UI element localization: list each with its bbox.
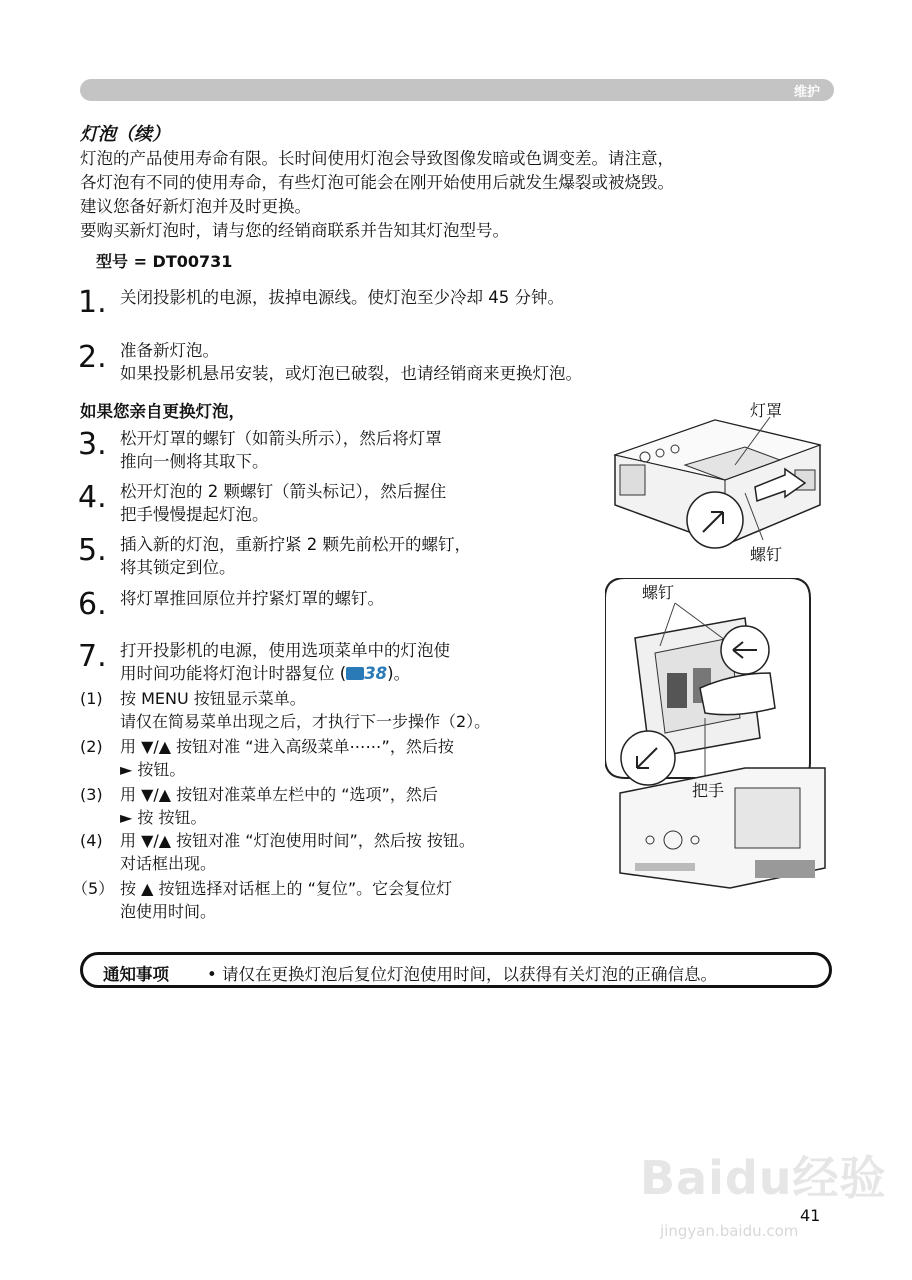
substep-2-text-1: 用 ▼/▲ 按钮对准 “进入高级菜单⋯⋯”，然后按 bbox=[120, 737, 454, 756]
watermark-brand: Baidu经验 bbox=[640, 1151, 887, 1205]
step-4-text-1: 松开灯泡的 2 颗螺钉（箭头标记），然后握住 bbox=[120, 482, 447, 501]
step-6-number: 6. bbox=[78, 587, 107, 622]
step-7-text-2-main: 用时间功能将灯泡计时器复位 ( bbox=[120, 664, 347, 683]
step-1-number: 1. bbox=[78, 285, 107, 320]
substep-1-text-2: 请仅在简易菜单出现之后，才执行下一步操作（2）。 bbox=[120, 712, 491, 731]
step-7-tail: )。 bbox=[387, 664, 411, 683]
step-3-text-1: 松开灯罩的螺钉（如箭头所示），然后将灯罩 bbox=[120, 429, 442, 448]
substep-1-text-1: 按 MENU 按钮显示菜单。 bbox=[120, 689, 306, 708]
substep-1-number: (1) bbox=[80, 689, 103, 708]
label-screw-1: 螺钉 bbox=[750, 545, 783, 564]
step-3-text-2: 推向一侧将其取下。 bbox=[120, 452, 269, 471]
notice-body: • 请仅在更换灯泡后复位灯泡使用时间，以获得有关灯泡的正确信息。 bbox=[207, 965, 717, 984]
label-screw-2: 螺钉 bbox=[642, 583, 675, 602]
substep-5-text-1: 按 ▲ 按钮选择对话框上的 “复位”。它会复位灯 bbox=[120, 879, 453, 898]
step-7-number: 7. bbox=[78, 639, 107, 674]
step-5-text-1: 插入新的灯泡，重新拧紧 2 颗先前松开的螺钉， bbox=[120, 535, 471, 554]
step-7-text-1: 打开投影机的电源，使用选项菜单中的灯泡使 bbox=[120, 641, 450, 660]
intro-line-1: 灯泡的产品使用寿命有限。长时间使用灯泡会导致图像发暗或色调变差。请注意， bbox=[80, 149, 674, 168]
step-4-number: 4. bbox=[78, 480, 107, 515]
page-number: 41 bbox=[800, 1206, 821, 1225]
step-5-number: 5. bbox=[78, 533, 107, 568]
step-1-text: 关闭投影机的电源，拔掉电源线。使灯泡至少冷却 45 分钟。 bbox=[120, 288, 564, 307]
step-7-text-2 bbox=[120, 663, 410, 685]
step-3-number: 3. bbox=[78, 427, 107, 462]
substep-4-text-1: 用 ▼/▲ 按钮对准 “灯泡使用时间”，然后按 按钮。 bbox=[120, 831, 475, 850]
self-replace-heading: 如果您亲自更换灯泡， bbox=[80, 402, 245, 421]
label-lamp-cover: 灯罩 bbox=[750, 401, 783, 420]
intro-line-3: 建议您备好新灯泡并及时更换。 bbox=[80, 197, 311, 216]
substep-3-text-2: ► 按 按钮。 bbox=[120, 808, 207, 827]
label-handle: 把手 bbox=[692, 781, 725, 800]
projector-cover-illustration bbox=[605, 395, 835, 575]
step-4-text-2: 把手慢慢提起灯泡。 bbox=[120, 505, 269, 524]
section-header-bar bbox=[80, 79, 834, 101]
book-icon bbox=[346, 667, 364, 680]
notice-title: 通知事项 bbox=[103, 965, 169, 984]
lamp-removal-illustration bbox=[605, 578, 830, 890]
page-title: 灯泡（续） bbox=[80, 124, 170, 145]
step-2-text-1: 准备新灯泡。 bbox=[120, 341, 219, 360]
step-5-text-2: 将其锁定到位。 bbox=[120, 558, 236, 577]
watermark-url: jingyan.baidu.com bbox=[660, 1222, 799, 1240]
intro-line-2: 各灯泡有不同的使用寿命，有些灯泡可能会在刚开始使用后就发生爆裂或被烧毁。 bbox=[80, 173, 674, 192]
substep-3-text-1: 用 ▼/▲ 按钮对准菜单左栏中的 “选项”，然后 bbox=[120, 785, 438, 804]
lamp-model: 型号 = DT00731 bbox=[96, 252, 233, 271]
notice-box bbox=[80, 952, 832, 988]
substep-3-number: (3) bbox=[80, 785, 103, 804]
substep-2-text-2: ► 按钮。 bbox=[120, 760, 186, 779]
substep-5-text-2: 泡使用时间。 bbox=[120, 902, 217, 921]
step-2-number: 2. bbox=[78, 340, 107, 375]
substep-4-text-2: 对话框出现。 bbox=[120, 854, 217, 873]
substep-2-number: (2) bbox=[80, 737, 103, 756]
step-6-text: 将灯罩推回原位并拧紧灯罩的螺钉。 bbox=[120, 589, 384, 608]
step-2-text-2: 如果投影机悬吊安装，或灯泡已破裂，也请经销商来更换灯泡。 bbox=[120, 364, 582, 383]
substep-4-number: (4) bbox=[80, 831, 103, 850]
intro-line-4: 要购买新灯泡时，请与您的经销商联系并告知其灯泡型号。 bbox=[80, 221, 509, 240]
page-ref[interactable]: 38 bbox=[364, 664, 388, 683]
section-title: 维护 bbox=[793, 85, 820, 100]
substep-5-number: （5） bbox=[72, 879, 115, 898]
